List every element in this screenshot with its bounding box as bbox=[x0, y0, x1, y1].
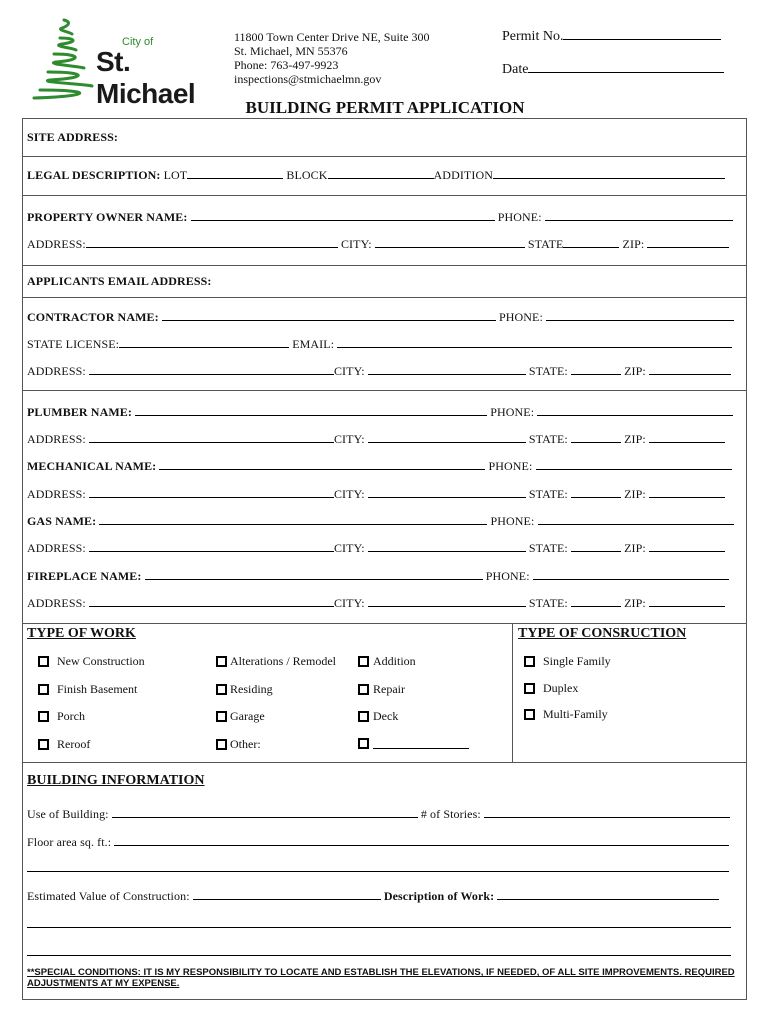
divider bbox=[22, 623, 747, 624]
fireplace-name-label: FIREPLACE NAME: bbox=[27, 569, 142, 583]
blank-line[interactable] bbox=[27, 944, 731, 960]
checkbox-icon[interactable] bbox=[358, 684, 369, 695]
checkbox-label: Residing bbox=[230, 682, 273, 696]
owner-address-label: ADDRESS: bbox=[27, 237, 86, 251]
type-of-work-heading: TYPE OF WORK bbox=[27, 626, 136, 641]
use-of-building-label: Use of Building: bbox=[27, 807, 109, 821]
gas-name-label: GAS NAME: bbox=[27, 514, 97, 528]
date-field[interactable] bbox=[502, 61, 724, 78]
owner-name-row[interactable] bbox=[27, 209, 733, 225]
fireplace-phone-label: PHONE: bbox=[485, 569, 530, 583]
mechanical-name-label: MECHANICAL NAME: bbox=[27, 459, 157, 473]
plumber-address-row[interactable] bbox=[27, 431, 725, 447]
checkbox-garage[interactable] bbox=[216, 709, 265, 724]
checkbox-duplex[interactable] bbox=[524, 681, 578, 696]
legal-description-label: LEGAL DESCRIPTION: bbox=[27, 168, 161, 182]
divider bbox=[22, 156, 747, 157]
custom-work-field[interactable] bbox=[373, 737, 469, 749]
checkbox-icon[interactable] bbox=[38, 684, 49, 695]
office-address bbox=[234, 30, 429, 86]
checkbox-finish-basement[interactable] bbox=[38, 682, 137, 697]
blank-line[interactable] bbox=[27, 860, 729, 876]
checkbox-label: Duplex bbox=[543, 681, 579, 695]
plumber-address-label: ADDRESS: bbox=[27, 432, 86, 446]
checkbox-label: Multi-Family bbox=[543, 707, 608, 721]
fireplace-city-label: CITY: bbox=[333, 596, 365, 610]
checkbox-icon[interactable] bbox=[38, 656, 49, 667]
permit-no-field[interactable] bbox=[502, 28, 721, 45]
checkbox-deck[interactable] bbox=[358, 709, 398, 724]
checkbox-icon[interactable] bbox=[524, 656, 535, 667]
logo-city-of: City of bbox=[122, 36, 154, 48]
floor-area-row[interactable] bbox=[27, 834, 729, 850]
owner-phone-label: PHONE: bbox=[497, 210, 542, 224]
office-phone: Phone: 763-497-9923 bbox=[234, 58, 339, 72]
building-information-heading: BUILDING INFORMATION bbox=[27, 773, 205, 788]
checkbox-label: Finish Basement bbox=[57, 682, 138, 696]
checkbox-icon[interactable] bbox=[38, 739, 49, 750]
checkbox-other[interactable] bbox=[216, 737, 261, 752]
checkbox-icon[interactable] bbox=[524, 683, 535, 694]
contractor-state-label: STATE: bbox=[528, 364, 568, 378]
gas-phone-label: PHONE: bbox=[490, 514, 535, 528]
contractor-city-label: CITY: bbox=[333, 364, 365, 378]
owner-zip-label: ZIP: bbox=[622, 237, 645, 251]
floor-area-label: Floor area sq. ft.: bbox=[27, 835, 112, 849]
estimated-value-row[interactable] bbox=[27, 888, 719, 904]
contractor-address-row[interactable] bbox=[27, 363, 731, 379]
tree-icon bbox=[26, 16, 106, 104]
checkbox-label: Porch bbox=[57, 709, 85, 723]
plumber-city-label: CITY: bbox=[333, 432, 365, 446]
logo-city-name: St. Michael bbox=[96, 46, 196, 109]
checkbox-repair[interactable] bbox=[358, 682, 405, 697]
plumber-zip-label: ZIP: bbox=[624, 432, 646, 446]
checkbox-label: Alterations / Remodel bbox=[230, 654, 336, 668]
checkbox-residing[interactable] bbox=[216, 682, 273, 697]
owner-address-row[interactable] bbox=[27, 236, 729, 252]
fireplace-zip-label: ZIP: bbox=[624, 596, 646, 610]
divider bbox=[22, 390, 747, 391]
page-title: BUILDING PERMIT APPLICATION bbox=[245, 98, 525, 117]
checkbox-icon[interactable] bbox=[216, 711, 227, 722]
checkbox-icon[interactable] bbox=[216, 656, 227, 667]
fireplace-name-row[interactable] bbox=[27, 568, 729, 584]
checkbox-addition[interactable] bbox=[358, 654, 416, 669]
contractor-license-row[interactable] bbox=[27, 336, 732, 352]
fireplace-address-row[interactable] bbox=[27, 595, 725, 611]
type-of-construction-heading: TYPE OF CONSRUCTION bbox=[518, 626, 687, 641]
gas-zip-label: ZIP: bbox=[624, 541, 646, 555]
gas-name-row[interactable] bbox=[27, 513, 734, 529]
gas-address-row[interactable] bbox=[27, 540, 725, 556]
owner-state-label: STATE bbox=[527, 237, 564, 251]
owner-city-label: CITY: bbox=[340, 237, 372, 251]
checkbox-label: Reroof bbox=[57, 737, 91, 751]
applicant-email-label: APPLICANTS EMAIL ADDRESS: bbox=[27, 274, 212, 288]
fireplace-address-label: ADDRESS: bbox=[27, 596, 86, 610]
use-of-building-row[interactable] bbox=[27, 806, 730, 822]
checkbox-alterations[interactable] bbox=[216, 654, 336, 669]
contractor-name-row[interactable] bbox=[27, 309, 734, 325]
city-logo bbox=[26, 16, 226, 109]
plumber-name-label: PLUMBER NAME: bbox=[27, 405, 132, 419]
mechanical-address-row[interactable] bbox=[27, 486, 725, 502]
checkbox-new-construction[interactable] bbox=[38, 654, 145, 669]
address-line1: 11800 Town Center Drive NE, Suite 300 bbox=[234, 30, 430, 44]
checkbox-label: Garage bbox=[230, 709, 265, 723]
plumber-name-row[interactable] bbox=[27, 404, 733, 420]
fireplace-state-label: STATE: bbox=[528, 596, 568, 610]
contractor-address-label: ADDRESS: bbox=[27, 364, 86, 378]
contractor-email-label: EMAIL: bbox=[292, 337, 335, 351]
checkbox-icon[interactable] bbox=[358, 711, 369, 722]
checkbox-custom[interactable] bbox=[358, 737, 469, 749]
description-label: Description of Work: bbox=[383, 889, 495, 903]
permit-no-label: Permit No. bbox=[502, 29, 564, 44]
mechanical-phone-label: PHONE: bbox=[488, 459, 533, 473]
checkbox-multi-family[interactable] bbox=[524, 707, 608, 722]
checkbox-label: New Construction bbox=[57, 654, 145, 668]
lot-label: LOT bbox=[163, 168, 188, 182]
checkbox-label: Addition bbox=[373, 654, 416, 668]
estimated-value-label: Estimated Value of Construction: bbox=[27, 889, 190, 903]
checkbox-single-family[interactable] bbox=[524, 654, 611, 669]
blank-line[interactable] bbox=[27, 916, 731, 932]
divider bbox=[22, 265, 747, 266]
plumber-state-label: STATE: bbox=[528, 432, 568, 446]
checkbox-label: Single Family bbox=[543, 654, 611, 668]
gas-state-label: STATE: bbox=[528, 541, 568, 555]
mechanical-address-label: ADDRESS: bbox=[27, 487, 86, 501]
divider bbox=[512, 623, 513, 762]
office-email: inspections@stmichaelmn.gov bbox=[234, 72, 382, 86]
mechanical-state-label: STATE: bbox=[528, 487, 568, 501]
checkbox-icon[interactable] bbox=[358, 738, 369, 749]
legal-description-row[interactable] bbox=[27, 167, 725, 183]
checkbox-icon[interactable] bbox=[38, 711, 49, 722]
date-label: Date bbox=[502, 62, 529, 77]
address-line2: St. Michael, MN 55376 bbox=[234, 44, 348, 58]
contractor-license-label: STATE LICENSE: bbox=[27, 337, 120, 351]
contractor-zip-label: ZIP: bbox=[624, 364, 646, 378]
checkbox-label: Other: bbox=[230, 737, 261, 751]
block-label: BLOCK bbox=[286, 168, 328, 182]
checkbox-icon[interactable] bbox=[216, 739, 227, 750]
addition-label: ADDITION bbox=[433, 168, 493, 182]
owner-name-label: PROPERTY OWNER NAME: bbox=[27, 210, 188, 224]
mechanical-name-row[interactable] bbox=[27, 458, 732, 474]
divider bbox=[22, 297, 747, 298]
contractor-name-label: CONTRACTOR NAME: bbox=[27, 310, 159, 324]
checkbox-icon[interactable] bbox=[524, 709, 535, 720]
gas-city-label: CITY: bbox=[333, 541, 365, 555]
mechanical-city-label: CITY: bbox=[333, 487, 365, 501]
gas-address-label: ADDRESS: bbox=[27, 541, 86, 555]
mechanical-zip-label: ZIP: bbox=[624, 487, 646, 501]
contractor-phone-label: PHONE: bbox=[498, 310, 543, 324]
site-address-label: SITE ADDRESS: bbox=[27, 130, 119, 144]
special-conditions: **SPECIAL CONDITIONS: IT IS MY RESPONSIBILITY TO LOCATE AND ESTABLISH THE ELEVATIONS, IF NEEDED, OF ALL SITE IMPROVEMENTS. REQUIRED ADJUSTMENTS AT MY EXPENSE. bbox=[27, 967, 735, 989]
stories-label: # of Stories: bbox=[420, 807, 481, 821]
divider bbox=[22, 195, 747, 196]
checkbox-label: Deck bbox=[373, 709, 399, 723]
plumber-phone-label: PHONE: bbox=[490, 405, 535, 419]
divider bbox=[22, 762, 747, 763]
checkbox-icon[interactable] bbox=[358, 656, 369, 667]
checkbox-label: Repair bbox=[373, 682, 405, 696]
checkbox-porch[interactable] bbox=[38, 709, 85, 724]
checkbox-icon[interactable] bbox=[216, 684, 227, 695]
checkbox-reroof[interactable] bbox=[38, 737, 90, 752]
